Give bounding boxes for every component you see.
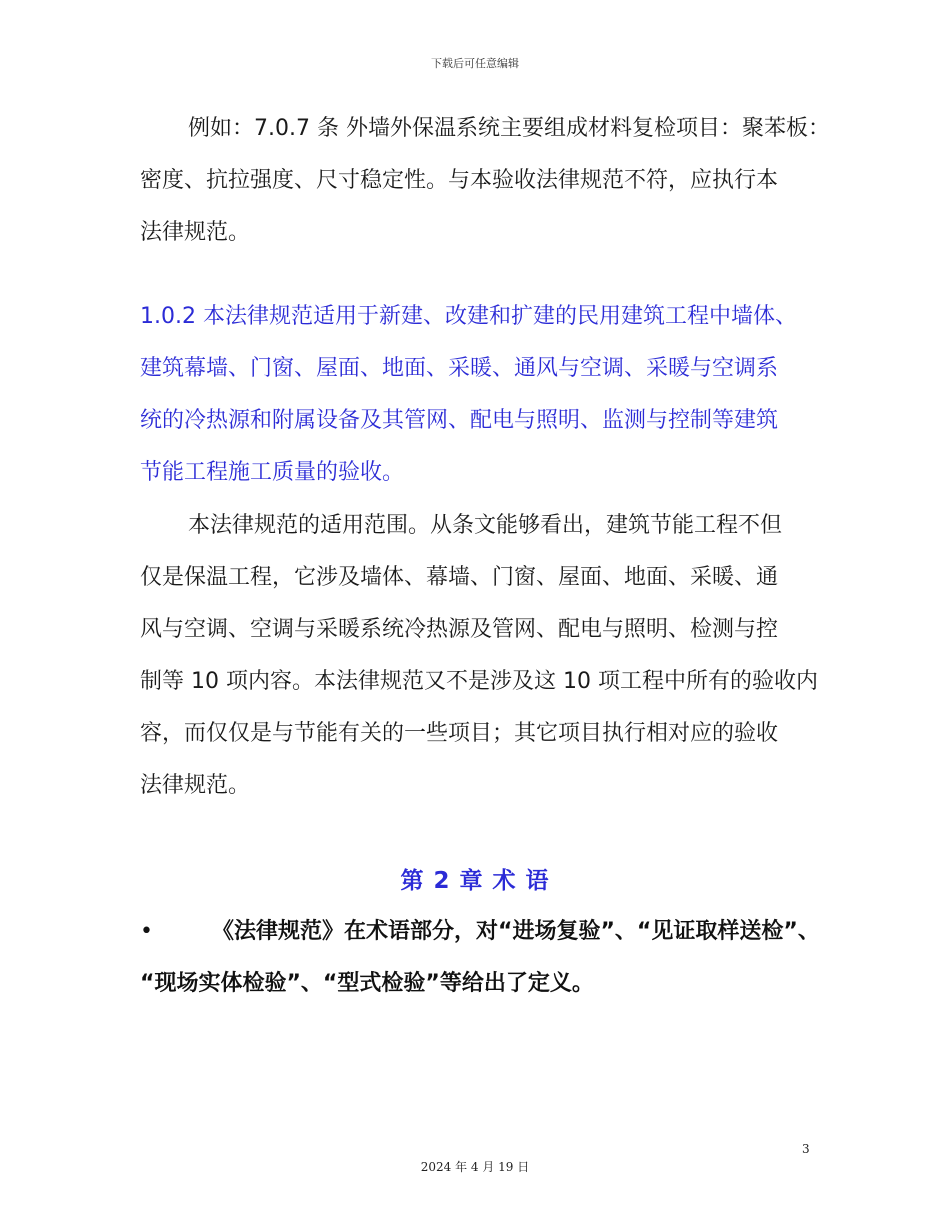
header-note: 下载后可任意编辑 (431, 57, 519, 70)
paragraph-line: 仅是保温工程，它涉及墙体、幕墙、门窗、屋面、地面、采暖、通 (140, 565, 779, 590)
clause-line: 统的冷热源和附属设备及其管网、配电与照明、监测与控制等建筑 (140, 408, 779, 433)
clause-line: 1.0.2 本法律规范适用于新建、改建和扩建的民用建筑工程中墙体、 (140, 304, 797, 329)
paragraph-line: 法律规范。 (140, 773, 251, 798)
bullet-line (140, 906, 860, 958)
chapter-title: 第 2 章 术 语 (400, 868, 550, 894)
paragraph-line: 密度、抗拉强度、尺寸稳定性。与本验收法律规范不符，应执行本 (140, 168, 779, 193)
paragraph-line: 容，而仅仅是与节能有关的一些项目；其它项目执行相对应的验收 (140, 721, 779, 746)
page-number: 3 (802, 1142, 810, 1156)
clause-line: 建筑幕墙、门窗、屋面、地面、采暖、通风与空调、采暖与空调系 (140, 356, 779, 381)
paragraph-scope (140, 500, 840, 812)
paragraph-line: 风与空调、空调与采暖系统冷热源及管网、配电与照明、检测与控 (140, 617, 779, 642)
footer-date: 2024 年 4 月 19 日 (420, 1160, 530, 1174)
paragraph-line: 本法律规范的适用范围。从条文能够看出，建筑节能工程不但 (188, 513, 783, 538)
clause-line: 节能工程施工质量的验收。 (140, 460, 405, 485)
paragraph-line: 制等 10 项内容。本法律规范又不是涉及这 10 项工程中所有的验收内 (140, 669, 818, 694)
bullet-line: “现场实体检验”、“型式检验”等给出了定义。 (140, 971, 594, 996)
bullet-item (140, 906, 860, 1010)
paragraph-example (140, 103, 840, 259)
paragraph-line: 法律规范。 (140, 220, 251, 245)
paragraph-line: 例如：7.0.7 条 外墙外保温系统主要组成材料复检项目：聚苯板： (188, 116, 830, 141)
bullet-text: 《法律规范》在术语部分，对“进场复验”、“见证取样送检”、 (212, 919, 820, 944)
bullet-icon: • (140, 919, 153, 944)
clause-1-0-2 (140, 291, 840, 499)
